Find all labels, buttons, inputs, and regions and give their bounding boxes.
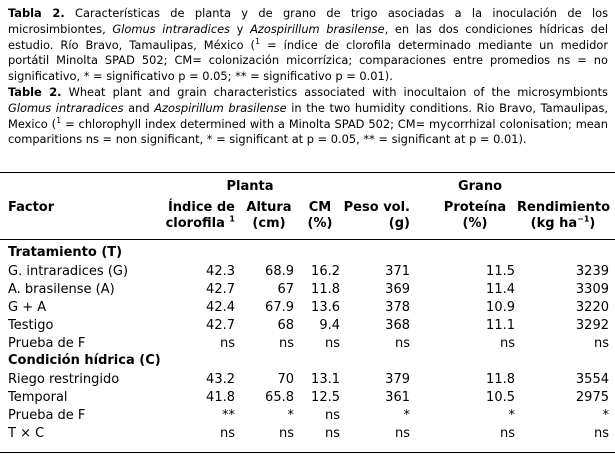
col-header-rendimiento-text: (kg ha — [530, 216, 578, 231]
cell-cm: ns — [324, 426, 340, 441]
col-header-peso-line2: (g) — [388, 216, 410, 231]
cell-indice-clorofila: 42.3 — [206, 264, 235, 279]
caption-en-and: and — [123, 100, 155, 115]
cell-peso-vol: 361 — [385, 390, 410, 405]
cell-indice-clorofila: 42.4 — [206, 300, 235, 315]
row-label: Prueba de F — [8, 336, 86, 351]
cell-peso-vol: 368 — [385, 318, 410, 333]
cell-peso-vol: ns — [394, 426, 410, 441]
col-header-proteina-line2: (%) — [462, 216, 488, 231]
cell-rendimiento: ns — [593, 336, 609, 351]
cell-proteina: 10.5 — [486, 390, 515, 405]
cell-rendimiento: 2975 — [575, 390, 609, 405]
cell-rendimiento: 3220 — [575, 300, 609, 315]
col-header-indice-line2 — [140, 216, 235, 232]
cell-altura: 67.9 — [265, 300, 294, 315]
cell-rendimiento: 3554 — [575, 372, 609, 387]
cell-cm: 16.2 — [311, 264, 340, 279]
cell-altura: 70 — [277, 372, 294, 387]
caption-es-text-2: , en las dos condiciones hídricas del estudio. Río Bravo, Tamaulipas, México ( — [8, 21, 609, 52]
caption-es-text-1: Características de planta y de grano de trigo asociadas a la inoculación de los microsimbiontes, — [8, 6, 609, 36]
cell-altura: 65.8 — [265, 390, 294, 405]
caption-spanish — [8, 6, 608, 85]
col-header-cm-line2: (%) — [307, 216, 333, 231]
col-header-proteina-line1: Proteína — [443, 200, 507, 215]
caption-es-azospirillum: Azospirillum brasilense — [250, 21, 385, 36]
col-header-altura-line1: Altura — [246, 200, 292, 215]
cell-rendimiento: 3239 — [575, 264, 609, 279]
caption-es-text-3: = índice de clorofila determinado mediante un medidor portátil Minolta SPAD 502; CM= colonización micorrízica; comparaciones entre promedios ns = no significativo, * = significativo p = 0.05; ** = significativo p = 0.01). — [8, 37, 608, 84]
table-header-rule — [0, 239, 615, 240]
col-header-rendimiento-close: ) — [589, 216, 596, 231]
cell-proteina: 11.1 — [486, 318, 515, 333]
row-label: Temporal — [8, 390, 68, 405]
caption-en-text-3: = chlorophyll index determined with a Minolta SPAD 502; CM= mycorrhizal colonisation; mean comparitions ns = non significant, * = significant at p = 0.05, ** = significant at p = 0.01). — [8, 116, 608, 147]
col-header-indice-sup: 1 — [229, 214, 235, 224]
row-label: G. intraradices (G) — [8, 264, 129, 279]
caption-en-text-2: in the two humidity conditions. Rio Bravo, Tamaulipas, Mexico ( — [8, 100, 609, 131]
cell-altura: 67 — [277, 282, 294, 297]
cell-cm: ns — [324, 336, 340, 351]
table-bottom-rule — [0, 452, 615, 453]
col-header-altura-line2: (cm) — [252, 216, 286, 231]
cell-cm: 12.5 — [311, 390, 340, 405]
cell-indice-clorofila: ns — [219, 336, 235, 351]
cell-proteina: 11.5 — [486, 264, 515, 279]
col-header-peso-line1: Peso vol. — [343, 200, 410, 215]
cell-proteina: ns — [499, 426, 515, 441]
caption-en-azospirillum: Azospirillum brasilense — [154, 100, 287, 115]
caption-es-y: y — [230, 21, 251, 36]
cell-indice-clorofila: 42.7 — [206, 282, 235, 297]
cell-rendimiento: ns — [593, 426, 609, 441]
col-header-factor: Factor — [8, 200, 55, 215]
cell-rendimiento: 3309 — [575, 282, 609, 297]
caption-es-sup: 1 — [255, 36, 261, 46]
section-tratamiento: Tratamiento (T) — [8, 245, 123, 260]
cell-proteina: 11.8 — [486, 372, 515, 387]
col-header-rendimiento-line1: Rendimiento — [517, 200, 611, 215]
cell-peso-vol: 379 — [385, 372, 410, 387]
cell-peso-vol: 378 — [385, 300, 410, 315]
cell-altura: 68.9 — [265, 264, 294, 279]
caption-es-glomus: Glomus intraradices — [112, 21, 231, 36]
cell-peso-vol: 369 — [385, 282, 410, 297]
cell-proteina: * — [508, 408, 515, 423]
cell-indice-clorofila: 42.7 — [206, 318, 235, 333]
cell-peso-vol: 371 — [385, 264, 410, 279]
cell-cm: ns — [324, 408, 340, 423]
cell-indice-clorofila: 43.2 — [206, 372, 235, 387]
group-header-planta: Planta — [226, 179, 274, 194]
cell-altura: ns — [278, 426, 294, 441]
group-header-grano: Grano — [457, 179, 503, 194]
cell-altura: ns — [278, 336, 294, 351]
table-top-rule — [0, 172, 615, 173]
col-header-rendimiento-line2 — [517, 216, 609, 232]
cell-altura: 68 — [277, 318, 294, 333]
cell-cm: 13.1 — [311, 372, 340, 387]
cell-cm: 9.4 — [319, 318, 340, 333]
section-condicion-hidrica: Condición hídrica (C) — [8, 353, 161, 368]
cell-cm: 11.8 — [311, 282, 340, 297]
caption-english — [8, 85, 608, 148]
caption-en-sup: 1 — [56, 115, 62, 125]
cell-peso-vol: ns — [394, 336, 410, 351]
row-label: Prueba de F — [8, 408, 86, 423]
caption-en-text-1: Wheat plant and grain characteristics associated with inocultaion of the microsymbionts — [61, 85, 608, 99]
cell-proteina: ns — [499, 336, 515, 351]
row-label: Testigo — [8, 318, 54, 333]
col-header-cm-line1: CM — [308, 200, 332, 215]
caption-en-glomus: Glomus intraradices — [8, 100, 124, 115]
cell-indice-clorofila: 41.8 — [206, 390, 235, 405]
cell-peso-vol: * — [403, 408, 410, 423]
row-label: A. brasilense (A) — [8, 282, 115, 297]
col-header-indice-line1: Índice de — [167, 200, 235, 215]
col-header-rendimiento-sup: −1 — [577, 214, 590, 224]
col-header-indice-text: clorofila — [165, 216, 225, 231]
cell-indice-clorofila: ns — [219, 426, 235, 441]
cell-rendimiento: 3292 — [575, 318, 609, 333]
cell-indice-clorofila: ** — [222, 408, 235, 423]
cell-rendimiento: * — [602, 408, 609, 423]
cell-altura: * — [287, 408, 294, 423]
cell-proteina: 10.9 — [486, 300, 515, 315]
cell-proteina: 11.4 — [486, 282, 515, 297]
cell-cm: 13.6 — [311, 300, 340, 315]
caption-es-label: Tabla 2. — [8, 6, 65, 20]
row-label: T × C — [8, 426, 45, 441]
row-label: Riego restringido — [8, 372, 120, 387]
caption-en-label: Table 2. — [8, 85, 62, 99]
row-label: G + A — [8, 300, 47, 315]
